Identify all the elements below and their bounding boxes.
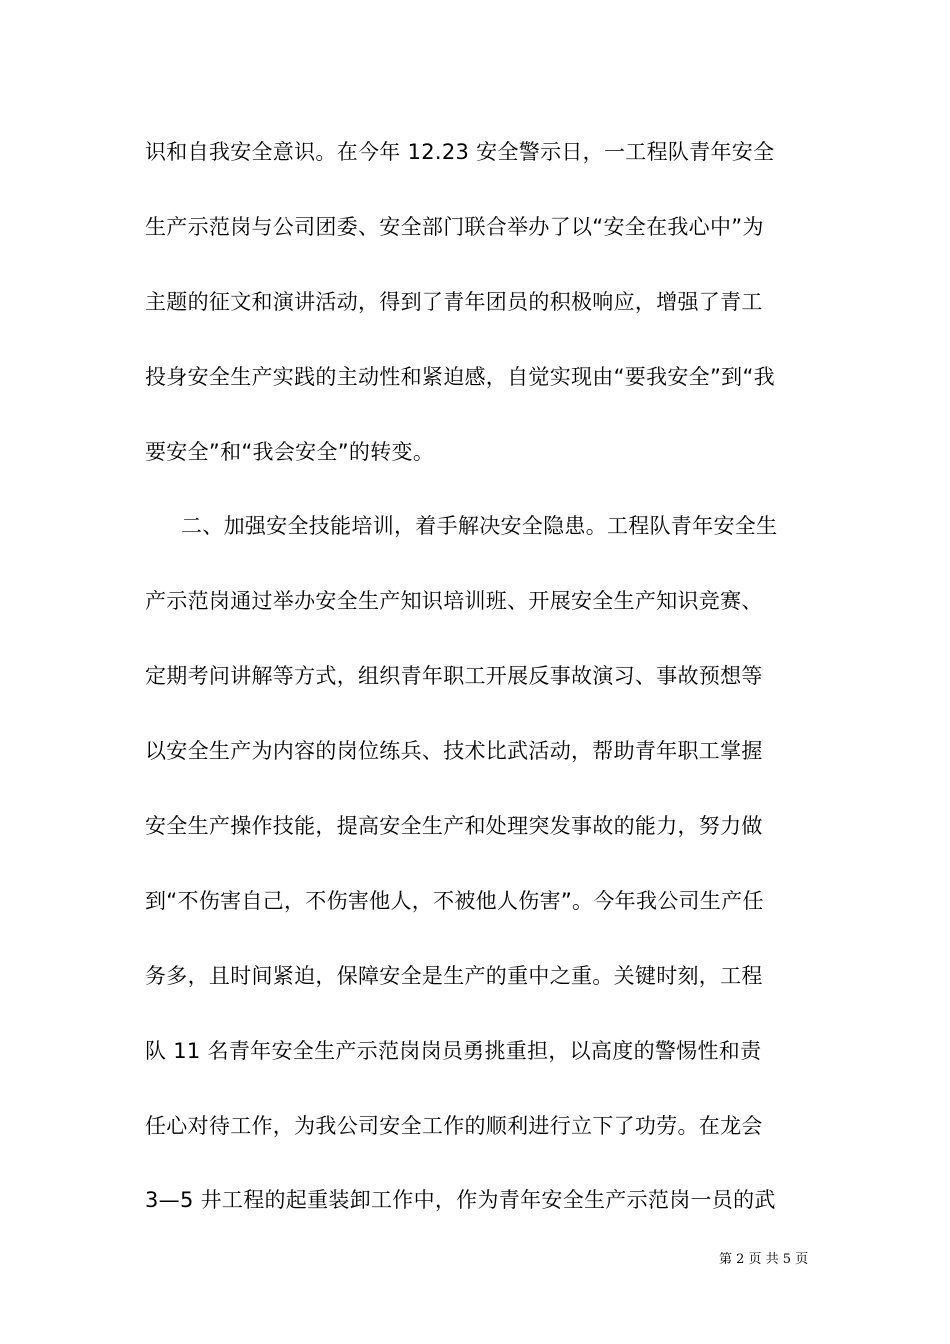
text-line: 以安全生产为内容的岗位练兵、技术比武活动，帮助青年职工掌握 bbox=[145, 739, 763, 764]
text-line: 生产示范岗与公司团委、安全部门联合举办了以“安全在我心中”为 bbox=[145, 214, 764, 239]
text-line: 任心对待工作，为我公司安全工作的顺利进行立下了功劳。在龙会 bbox=[145, 1113, 763, 1138]
text-line: 到“不伤害自己，不伤害他人，不被他人伤害”。今年我公司生产任 bbox=[145, 888, 764, 913]
page-number-footer: 第 2 页 共 5 页 bbox=[719, 1252, 809, 1267]
text-line: 定期考问讲解等方式，组织青年职工开展反事故演习、事故预想等 bbox=[145, 664, 763, 689]
text-line: 主题的征文和演讲活动，得到了青年团员的积极响应，增强了青工 bbox=[145, 289, 763, 314]
body-text bbox=[145, 130, 810, 1253]
text-line: 安全生产操作技能，提高安全生产和处理突发事故的能力，努力做 bbox=[145, 814, 763, 839]
text-line: 要安全”和“我会安全”的转变。 bbox=[145, 439, 435, 464]
text-line: 投身安全生产实践的主动性和紧迫感，自觉实现由“要我安全”到“我 bbox=[145, 364, 775, 389]
text-line: 识和自我安全意识。在今年 12.23 安全警示日，一工程队青年安全 bbox=[145, 140, 775, 164]
text-line: 务多，且时间紧迫，保障安全是生产的重中之重。关键时刻，工程 bbox=[145, 963, 763, 988]
paragraph-start-line: 二、加强安全技能培训，着手解决安全隐患。工程队青年安全生 bbox=[181, 514, 778, 539]
text-line: 产示范岗通过举办安全生产知识培训班、开展安全生产知识竞赛、 bbox=[145, 589, 763, 614]
text-line: 队 11 名青年安全生产示范岗岗员勇挑重担，以高度的警惕性和责 bbox=[145, 1038, 762, 1063]
text-line: 3—5 井工程的起重装卸工作中，作为青年安全生产示范岗一员的武 bbox=[145, 1188, 776, 1213]
